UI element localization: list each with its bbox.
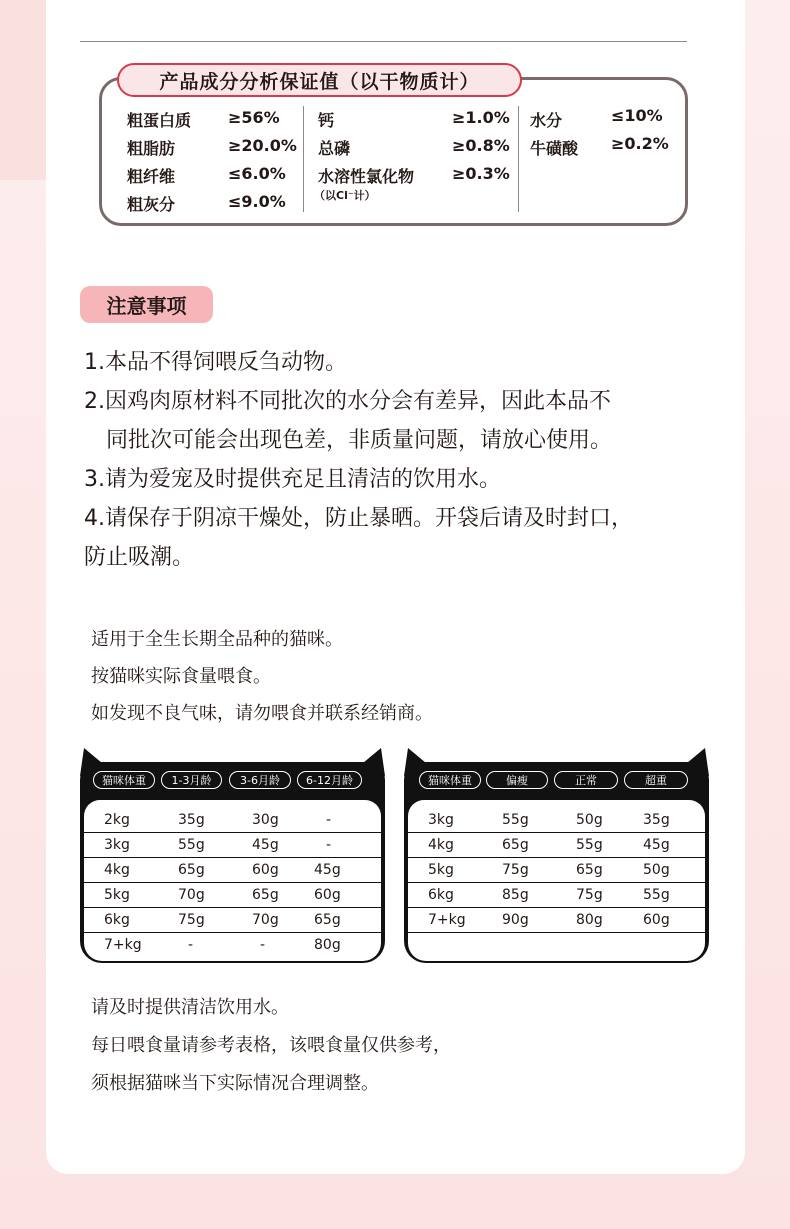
nutrient-label: 粗灰分 (127, 195, 176, 214)
nutrient-label: 粗蛋白质 (127, 111, 192, 130)
table-cell: 70g (252, 912, 279, 928)
table-body (84, 800, 381, 961)
table-cell: 4kg (428, 837, 454, 853)
table-header: 猫咪体重 (93, 771, 155, 789)
table-cell: 55g (502, 812, 529, 828)
table-header: 3-6月龄 (229, 771, 291, 789)
footer-line: 须根据猫咪当下实际情况合理调整。 (91, 1073, 379, 1094)
table-cell: 70g (178, 887, 205, 903)
table-cell: 80g (576, 912, 603, 928)
table-cell: 55g (178, 837, 205, 853)
table-cell: 7+kg (104, 937, 142, 953)
table-cell: 65g (314, 912, 341, 928)
table-row (408, 883, 705, 908)
table-cell: 60g (252, 862, 279, 878)
table-cell: 50g (576, 812, 603, 828)
nutrient-value: ≥1.0% (452, 108, 510, 127)
nutrient-value: ≤10% (611, 106, 663, 125)
table-row (408, 858, 705, 883)
nutrient-value: ≥0.8% (452, 136, 510, 155)
feeding-table-age (80, 762, 385, 963)
nutrient-label: 粗脂肪 (127, 139, 176, 158)
table-cell: 65g (502, 837, 529, 853)
nutrient-label: 钙 (318, 111, 335, 130)
table-cell: 65g (576, 862, 603, 878)
table-cell: 5kg (104, 887, 130, 903)
background-accent (0, 0, 46, 180)
table-cell: - (326, 837, 332, 853)
column-divider (518, 106, 519, 212)
notice-line: 同批次可能会出现色差，非质量问题，请放心使用。 (106, 428, 613, 453)
table-cell: 55g (643, 887, 670, 903)
table-cell: 3kg (104, 837, 130, 853)
table-row (84, 808, 381, 833)
table-cell: 80g (314, 937, 341, 953)
footer-line: 请及时提供清洁饮用水。 (91, 997, 289, 1018)
divider (80, 41, 687, 42)
nutrient-value: ≥20.0% (228, 136, 297, 155)
table-header: 1-3月龄 (161, 771, 222, 789)
nutrient-label: 总磷 (318, 139, 351, 158)
table-cell: 4kg (104, 862, 130, 878)
table-cell: 30g (252, 812, 279, 828)
analysis-title: 产品成分分析保证值（以干物质计） (117, 63, 522, 97)
table-cell: 35g (643, 812, 670, 828)
table-row (408, 808, 705, 833)
table-row (84, 833, 381, 858)
usage-line: 适用于全生长期全品种的猫咪。 (91, 629, 343, 650)
table-cell: 45g (252, 837, 279, 853)
table-cell: - (326, 812, 332, 828)
table-row (84, 883, 381, 908)
table-row (84, 908, 381, 933)
table-body (408, 800, 705, 961)
nutrient-value: ≥56% (228, 108, 280, 127)
usage-line: 按猫咪实际食量喂食。 (91, 666, 271, 687)
table-cell: - (188, 937, 194, 953)
column-divider (303, 106, 304, 212)
table-cell: 55g (576, 837, 603, 853)
nutrient-label: 粗纤维 (127, 167, 176, 186)
table-header: 超重 (624, 771, 688, 789)
usage-line: 如发现不良气味，请勿喂食并联系经销商。 (91, 703, 433, 724)
table-cell: 85g (502, 887, 529, 903)
nutrient-label: 水分 (530, 111, 563, 130)
table-cell: 45g (643, 837, 670, 853)
table-cell: 6kg (428, 887, 454, 903)
table-cell: 90g (502, 912, 529, 928)
notice-line: 1.本品不得饲喂反刍动物。 (84, 350, 347, 375)
table-cell: 50g (643, 862, 670, 878)
table-header: 偏瘦 (486, 771, 548, 789)
nutrient-note: （以Cl⁻计） (314, 189, 376, 202)
table-cell: 65g (252, 887, 279, 903)
footer-line: 每日喂食量请参考表格，该喂食量仅供参考， (91, 1035, 451, 1056)
table-cell: 60g (643, 912, 670, 928)
notice-line: 3.请为爱宠及时提供充足且清洁的饮用水。 (84, 467, 501, 492)
table-cell: 6kg (104, 912, 130, 928)
table-row (408, 908, 705, 933)
notice-tag: 注意事项 (80, 286, 213, 323)
feeding-table-body (404, 762, 709, 963)
table-cell: 7+kg (428, 912, 466, 928)
analysis-box (99, 77, 688, 226)
nutrient-value: ≤9.0% (228, 192, 286, 211)
table-cell: - (260, 937, 266, 953)
table-cell: 75g (178, 912, 205, 928)
table-cell: 45g (314, 862, 341, 878)
table-cell: 75g (576, 887, 603, 903)
nutrient-value: ≤6.0% (228, 164, 286, 183)
notice-line: 2.因鸡肉原材料不同批次的水分会有差异，因此本品不 (84, 389, 611, 414)
table-header: 6-12月龄 (297, 771, 362, 789)
nutrient-value: ≥0.3% (452, 164, 510, 183)
table-cell: 2kg (104, 812, 130, 828)
notice-line: 4.请保存于阴凉干燥处，防止暴晒。开袋后请及时封口， (84, 506, 633, 531)
table-header: 猫咪体重 (419, 771, 481, 789)
table-header: 正常 (554, 771, 618, 789)
table-row (84, 933, 381, 958)
notice-line: 防止吸潮。 (84, 545, 195, 570)
nutrient-label: 水溶性氯化物 (318, 167, 415, 186)
table-cell: 65g (178, 862, 205, 878)
table-cell: 5kg (428, 862, 454, 878)
table-cell: 35g (178, 812, 205, 828)
table-cell: 60g (314, 887, 341, 903)
table-row (84, 858, 381, 883)
nutrient-label: 牛磺酸 (530, 139, 579, 158)
nutrient-value: ≥0.2% (611, 134, 669, 153)
table-row (408, 833, 705, 858)
table-cell: 75g (502, 862, 529, 878)
table-cell: 3kg (428, 812, 454, 828)
